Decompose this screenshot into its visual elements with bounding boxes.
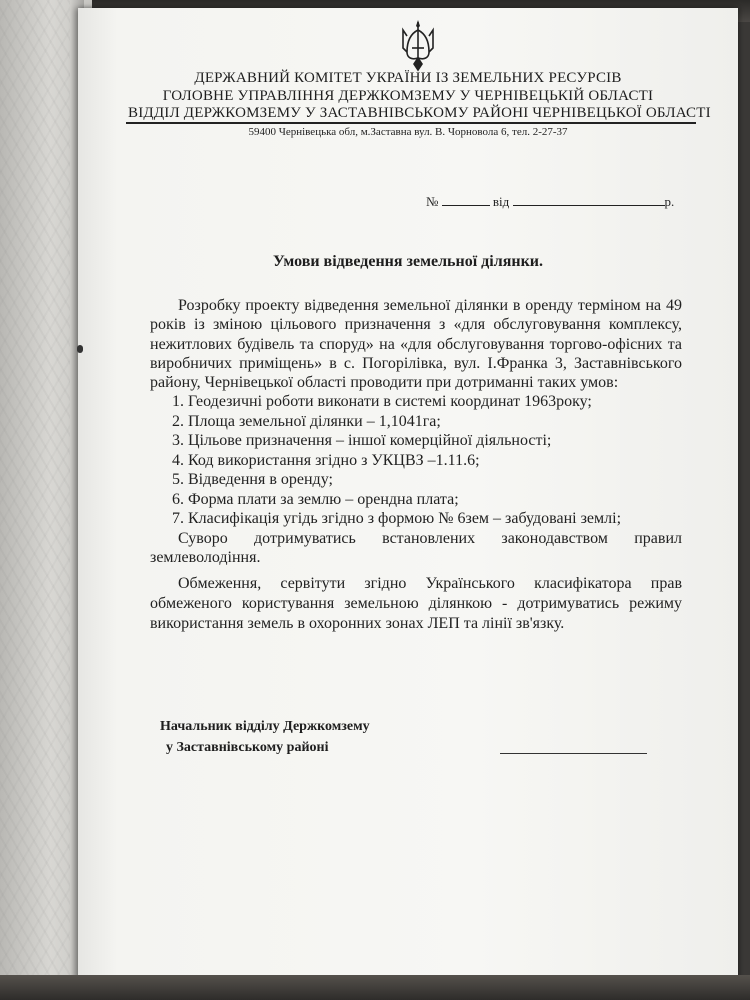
header-divider <box>126 122 696 124</box>
condition-item: 5. Відведення в оренду; <box>172 471 333 489</box>
number-prefix: № <box>426 194 439 209</box>
restrictions-paragraph: Обмеження, сервітути згідно Українського класифікатора прав обмеженого користування земельною ділянкою - дотримуватись режиму використання земель в охоронних зонах ЛЕП та лінії зв'язку. <box>150 574 682 632</box>
header-committee-name: ДЕРЖАВНИЙ КОМІТЕТ УКРАЇНИ ІЗ ЗЕМЕЛЬНИХ РЕСУРСІВ <box>194 70 622 86</box>
document-number-line <box>426 193 674 210</box>
date-prefix: від <box>492 194 510 209</box>
signatory-title <box>160 716 370 758</box>
number-blank <box>442 193 490 206</box>
condition-item: 2. Площа земельної ділянки – 1,1041га; <box>172 412 441 430</box>
strict-compliance-paragraph: Суворо дотримуватись встановлених законодавством правил землеволодіння. <box>150 529 682 567</box>
signature-line <box>500 753 647 754</box>
condition-item: 1. Геодезичні роботи виконати в системі координат 1963року; <box>172 393 592 411</box>
intro-paragraph: Розробку проекту відведення земельної ділянки в оренду терміном на 49 років із зміною цільового призначення з «для обслуговування комплексу, нежитлових будівель та споруд» на «для обслуговування торгово-офісних та виробничих приміщень» в с. Погорілівка, вул. І.Франка 3, Заставнівського району, Чернівецької області проводити при дотриманні таких умов: <box>150 297 682 392</box>
condition-item: 6. Форма плати за землю – орендна плата; <box>172 490 459 508</box>
desk-background-bottom <box>0 975 750 1000</box>
underlying-page-pattern <box>0 0 70 1000</box>
header-district-department: ВІДДІЛ ДЕРЖКОМЗЕМУ У ЗАСТАВНІВСЬКОМУ РАЙОНІ ЧЕРНІВЕЦЬКОЇ ОБЛАСТІ <box>128 105 711 121</box>
condition-item: 3. Цільове призначення – іншої комерційної діяльності; <box>172 432 552 450</box>
signatory-title-line2: у Заставнівському районі <box>166 740 329 755</box>
date-blank <box>513 193 665 206</box>
document-body <box>150 296 682 634</box>
year-suffix: р. <box>664 194 675 209</box>
header-main-department: ГОЛОВНЕ УПРАВЛІННЯ ДЕРЖКОМЗЕМУ У ЧЕРНІВЕЦЬКІЙ ОБЛАСТІ <box>162 88 654 104</box>
document-page <box>78 8 738 980</box>
condition-item: 4. Код використання згідно з УКЦВЗ –1.11.6; <box>172 451 480 469</box>
condition-item: 7. Класифікація угідь згідно з формою № 6зем – забудовані землі; <box>172 510 622 528</box>
binder-mark <box>77 345 83 353</box>
signatory-title-line1: Начальник відділу Держкомзему <box>160 719 370 734</box>
document-title: Умови відведення земельної ділянки. <box>272 253 544 270</box>
header-address: 59400 Чернівецька обл, м.Заставна вул. В. Чорновола 6, тел. 2-27-37 <box>248 126 568 138</box>
conditions-list <box>150 392 682 529</box>
trident-emblem-icon <box>398 18 438 74</box>
